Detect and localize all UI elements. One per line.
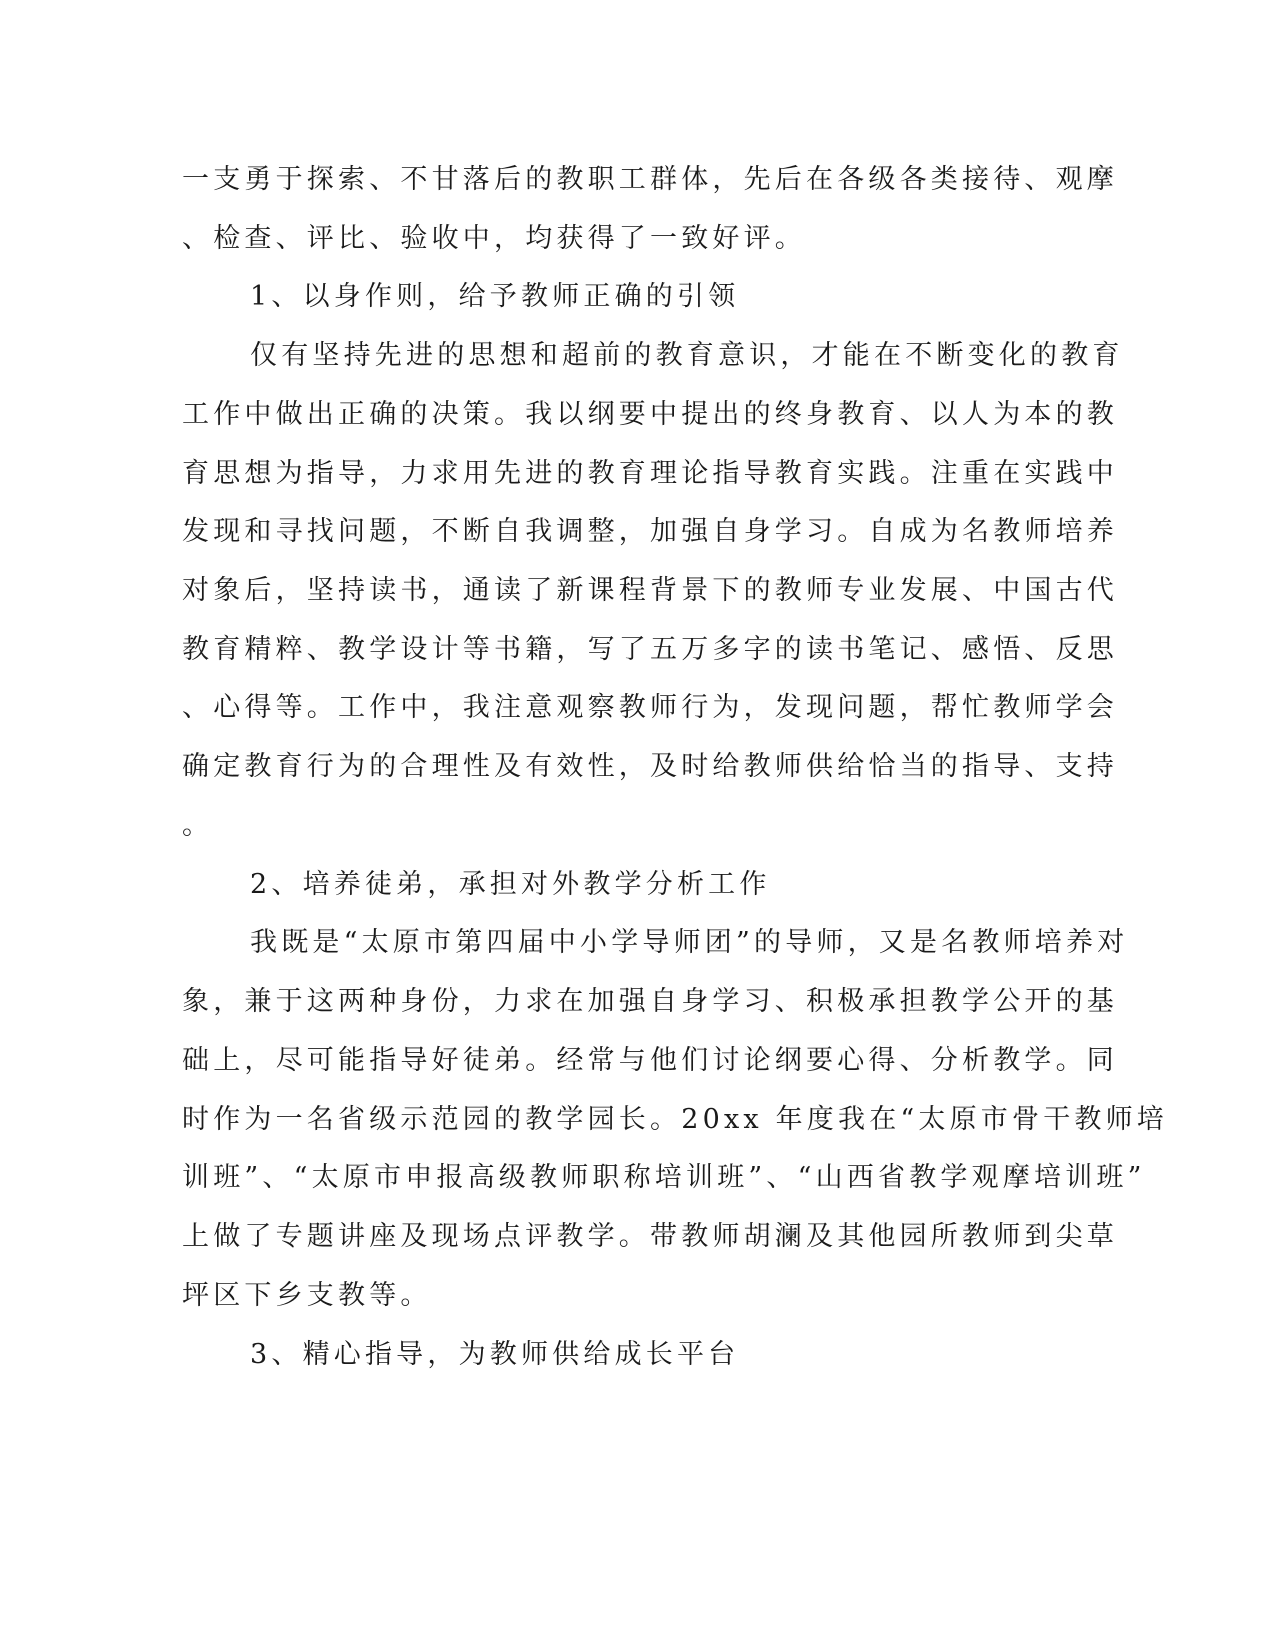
text-line: 我既是“太原市第四届中小学导师团”的导师，又是名教师培养对 bbox=[250, 927, 1129, 958]
text-line: 。 bbox=[182, 810, 214, 841]
section-heading: 1、以身作则，给予教师正确的引领 bbox=[250, 281, 740, 312]
text-line: 时作为一名省级示范园的教学园长。20xx 年度我在“太原市骨干教师培 bbox=[182, 1104, 1168, 1135]
text-line: 工作中做出正确的决策。我以纲要中提出的终身教育、以人为本的教 bbox=[182, 399, 1118, 430]
text-line: 坪区下乡支教等。 bbox=[182, 1280, 432, 1311]
section-heading: 3、精心指导，为教师供给成长平台 bbox=[250, 1339, 740, 1370]
text-line: 、检查、评比、验收中，均获得了一致好评。 bbox=[182, 223, 806, 254]
text-line: 育思想为指导，力求用先进的教育理论指导教育实践。注重在实践中 bbox=[182, 458, 1118, 489]
text-line: 一支勇于探索、不甘落后的教职工群体，先后在各级各类接待、观摩 bbox=[182, 164, 1118, 195]
text-line: 发现和寻找问题，不断自我调整，加强自身学习。自成为名教师培养 bbox=[182, 516, 1118, 547]
text-line: 象，兼于这两种身份，力求在加强自身学习、积极承担教学公开的基 bbox=[182, 986, 1118, 1017]
text-line: 对象后，坚持读书，通读了新课程背景下的教师专业发展、中国古代 bbox=[182, 575, 1118, 606]
section-heading: 2、培养徒弟，承担对外教学分析工作 bbox=[250, 869, 771, 900]
text-line: 仅有坚持先进的思想和超前的教育意识，才能在不断变化的教育 bbox=[250, 340, 1124, 371]
text-line: 上做了专题讲座及现场点评教学。带教师胡澜及其他园所教师到尖草 bbox=[182, 1221, 1118, 1252]
text-line: 、心得等。工作中，我注意观察教师行为，发现问题，帮忙教师学会 bbox=[182, 692, 1118, 723]
text-line: 础上，尽可能指导好徒弟。经常与他们讨论纲要心得、分析教学。同 bbox=[182, 1045, 1118, 1076]
text-line: 训班”、“太原市申报高级教师职称培训班”、“山西省教学观摩培训班” bbox=[182, 1162, 1146, 1193]
text-line: 确定教育行为的合理性及有效性，及时给教师供给恰当的指导、支持 bbox=[182, 751, 1118, 782]
text-line: 教育精粹、教学设计等书籍，写了五万多字的读书笔记、感悟、反思 bbox=[182, 634, 1118, 665]
